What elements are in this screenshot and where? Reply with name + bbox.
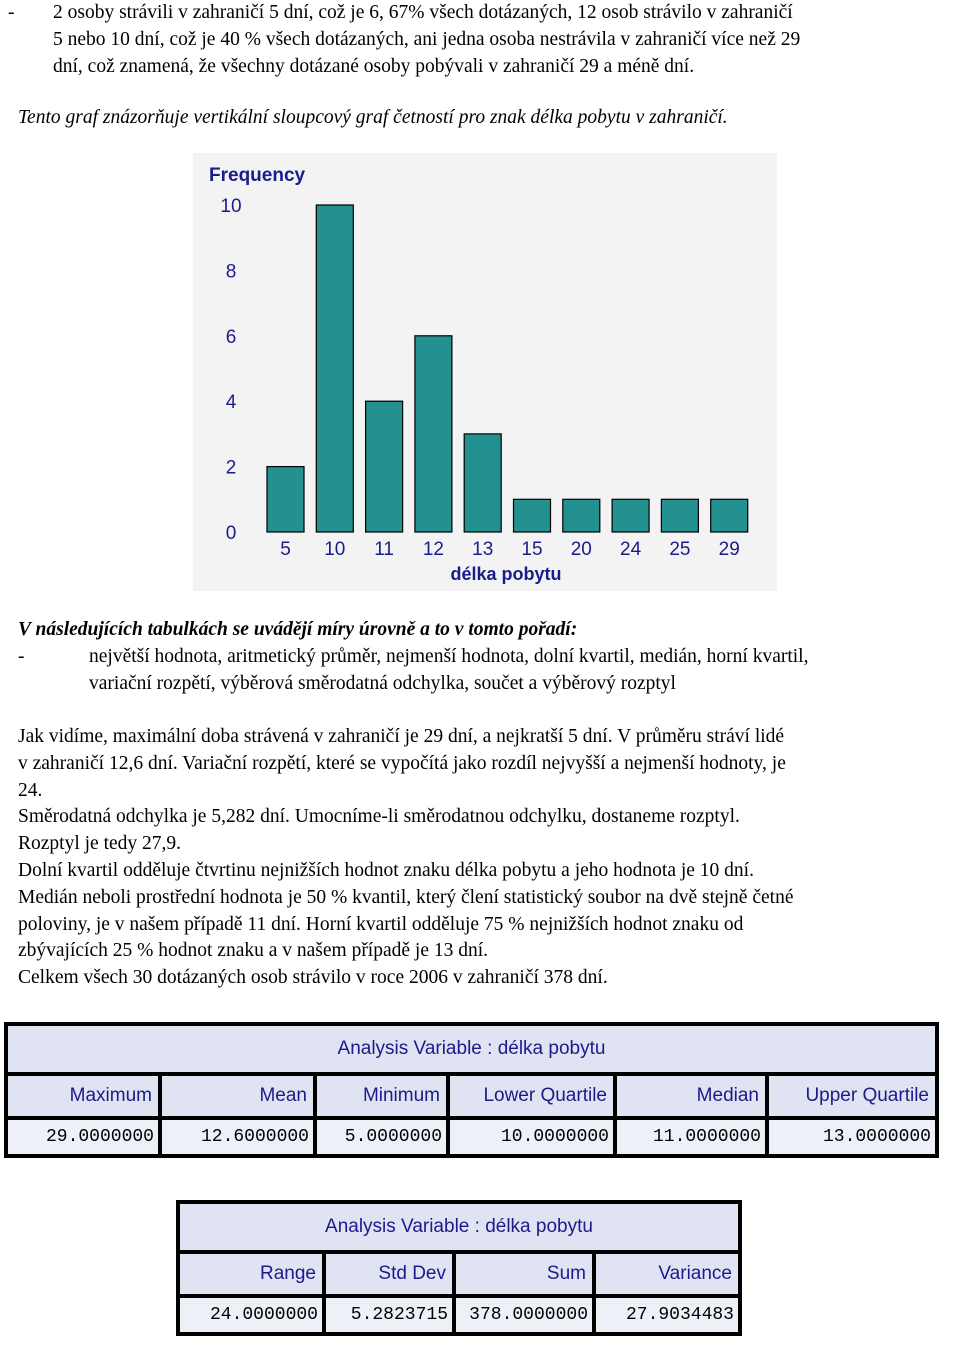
intro-line-3: dní, což znamená, že všechny dotázané osoby pobývali v zahraničí 29 a méně dní.: [53, 56, 695, 77]
body-line-3: 24.: [18, 780, 43, 801]
table-2-val-variance: 27.9034483: [596, 1298, 738, 1332]
table-1-col-minimum: Minimum: [317, 1076, 446, 1116]
measures-dash: -: [18, 646, 25, 667]
bar-25: [661, 499, 698, 532]
bar-10: [316, 205, 353, 532]
bar-29: [711, 499, 748, 532]
table-1-val-mean: 12.6000000: [162, 1120, 313, 1154]
body-line-10: Celkem všech 30 dotázaných osob strávilo v roce 2006 v zahraničí 378 dní.: [18, 967, 608, 988]
table-1-val-upper-quartile: 13.0000000: [769, 1120, 935, 1154]
x-tick-label: 12: [422, 539, 444, 560]
table-1-val-maximum: 29.0000000: [8, 1120, 158, 1154]
table-2-val-std-dev: 5.2823715: [326, 1298, 452, 1332]
body-line-4: Směrodatná odchylka je 5,282 dní. Umocníme-li směrodatnou odchylku, dostaneme rozptyl.: [18, 806, 740, 827]
stats-table-1-grid: [4, 1022, 939, 1158]
intro-line-1: 2 osoby strávili v zahraničí 5 dní, což je 6, 67% všech dotázaných, 12 osob strávilo v zahraničí: [53, 2, 793, 23]
y-tick-label: 4: [225, 392, 237, 414]
table-1-val-median: 11.0000000: [617, 1120, 765, 1154]
bar-20: [563, 499, 600, 532]
measures-heading: V následujících tabulkách se uvádějí míry úrovně a to v tomto pořadí:: [18, 619, 578, 640]
table-1-col-lower-quartile: Lower Quartile: [450, 1076, 613, 1116]
body-line-8: poloviny, je v našem případě 11 dní. Horní kvartil odděluje 75 % nejnižších hodnot znaku od: [18, 914, 744, 935]
body-line-5: Rozptyl je tedy 27,9.: [18, 833, 182, 854]
frequency-bar-chart: [193, 153, 777, 591]
x-tick-label: 20: [570, 539, 592, 560]
table-2-col-sum: Sum: [456, 1254, 592, 1294]
measures-item-line-2: variační rozpětí, výběrová směrodatná odchylka, součet a výběrový rozptyl: [89, 673, 676, 694]
x-axis-label: délka pobytu: [450, 564, 562, 584]
measures-item-line-1: největší hodnota, aritmetický průměr, nejmenší hodnota, dolní kvartil, medián, horní kvartil,: [89, 646, 809, 667]
table-1-col-maximum: Maximum: [8, 1076, 158, 1116]
table-1-title: Analysis Variable : délka pobytu: [8, 1026, 935, 1072]
y-tick-label: 10: [220, 196, 242, 217]
body-line-9: zbývajících 25 % hodnot znaku a v našem případě je 13 dní.: [18, 940, 489, 961]
intro-dash: -: [8, 2, 15, 23]
x-tick-label: 29: [718, 539, 740, 560]
x-tick-label: 13: [472, 539, 494, 560]
body-line-7: Medián neboli prostřední hodnota je 50 % kvantil, který člení statistický soubor na dvě stejně četné: [18, 887, 794, 908]
x-tick-label: 5: [280, 539, 291, 560]
table-2-title: Analysis Variable : délka pobytu: [180, 1204, 738, 1250]
table-2-col-range: Range: [180, 1254, 322, 1294]
stats-table-2: [176, 1200, 742, 1336]
chart-caption: Tento graf znázorňuje vertikální sloupcový graf četností pro znak délka pobytu v zahraničí.: [18, 107, 728, 128]
body-line-6: Dolní kvartil odděluje čtvrtinu nejnižších hodnot znaku délka pobytu a jeho hodnota je 10 dní.: [18, 860, 754, 881]
bar-12: [415, 336, 452, 532]
bar-15: [514, 499, 551, 532]
bar-5: [267, 467, 304, 532]
x-tick-label: 25: [669, 539, 691, 560]
stats-table-1: [4, 1022, 939, 1158]
bar-11: [366, 401, 403, 532]
table-1-col-median: Median: [617, 1076, 765, 1116]
bar-24: [612, 499, 649, 532]
table-1-col-mean: Mean: [162, 1076, 313, 1116]
x-tick-label: 11: [374, 539, 394, 560]
bar-13: [464, 434, 501, 532]
y-tick-label: 8: [225, 261, 237, 283]
body-line-2: v zahraničí 12,6 dní. Variační rozpětí, které se vypočítá jako rozdíl nejvyšší a nejmenší hodnoty, je: [18, 753, 786, 774]
table-1-val-lower-quartile: 10.0000000: [450, 1120, 613, 1154]
table-1-val-minimum: 5.0000000: [317, 1120, 446, 1154]
x-tick-label: 24: [620, 539, 642, 560]
y-tick-label: 6: [225, 326, 237, 348]
table-1-col-upper-quartile: Upper Quartile: [769, 1076, 935, 1116]
table-2-val-range: 24.0000000: [180, 1298, 322, 1332]
stats-table-2-grid: [176, 1200, 742, 1336]
y-tick-label: 0: [225, 523, 237, 544]
x-tick-label: 15: [521, 539, 543, 560]
table-2-col-std-dev: Std Dev: [326, 1254, 452, 1294]
y-axis-label: Frequency: [209, 165, 306, 186]
intro-line-2: 5 nebo 10 dní, což je 40 % všech dotázaných, ani jedna osoba nestrávila v zahraničí více než 29: [53, 29, 801, 50]
y-tick-label: 2: [225, 457, 237, 479]
x-tick-label: 10: [324, 539, 346, 560]
table-2-col-variance: Variance: [596, 1254, 738, 1294]
table-2-val-sum: 378.0000000: [456, 1298, 592, 1332]
body-line-1: Jak vidíme, maximální doba strávená v zahraničí je 29 dní, a nejkratší 5 dní. V průměru stráví lidé: [18, 726, 785, 747]
